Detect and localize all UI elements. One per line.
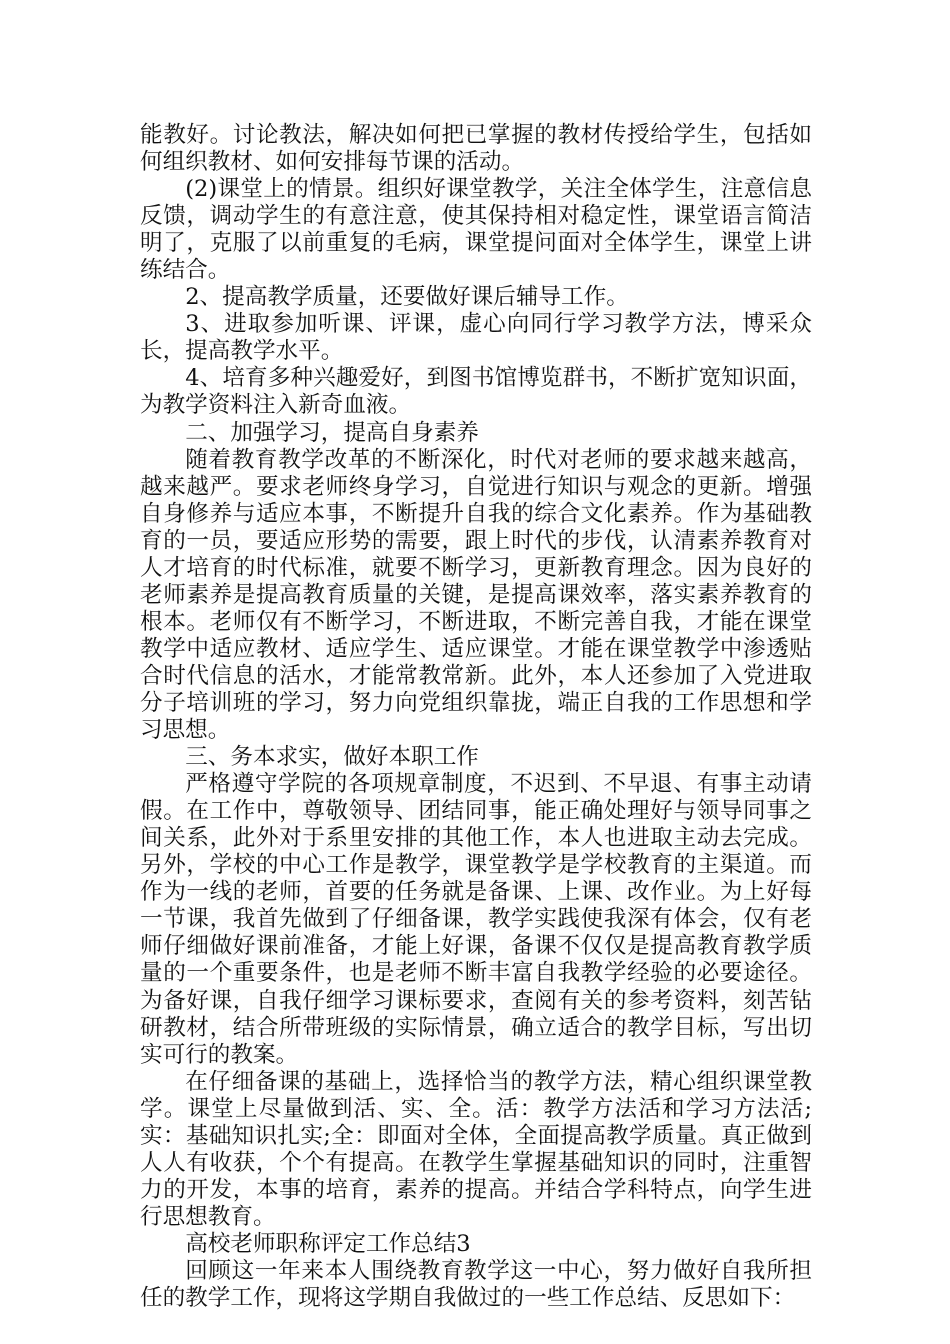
section-heading-2: 二、加强学习，提高自身素养 — [185, 419, 479, 446]
paragraph-12: 回顾这一年来本人围绕教育教学这一中心，努力做好自我所担任的教学工作，现将这学期自我做过的一些工作总结、反思如下： — [140, 1257, 812, 1312]
paragraph-1: 能教好。讨论教法，解决如何把已掌握的教材传授给学生，包括如何组织教材、如何安排每节课的活动。 — [140, 122, 812, 176]
section-heading-3: 三、务本求实，做好本职工作 — [185, 744, 479, 771]
paragraph-5: 4、培育多种兴趣爱好，到图书馆博览群书，不断扩宽知识面，为教学资料注入新奇血液。 — [140, 365, 812, 419]
paragraph-3: 2、提高教学质量，还要做好课后辅导工作。 — [185, 284, 629, 311]
document-body — [140, 122, 812, 1312]
document-title: 高校老师职称评定工作总结3 — [185, 1230, 471, 1257]
paragraph-2: (2)课堂上的情景。组织好课堂教学，关注全体学生，注意信息反馈，调动学生的有意注意，使其保持相对稳定性，课堂语言简洁明了，克服了以前重复的毛病，课堂提问面对全体学生，课堂上讲练结合。 — [140, 176, 812, 284]
paragraph-7: 随着教育教学改革的不断深化，时代对老师的要求越来越高，越来越严。要求老师终身学习，自觉进行知识与观念的更新。增强自身修养与适应本事，不断提升自我的综合文化素养。作为基础教育的一员，要适应形势的需要，跟上时代的步伐，认清素养教育对人才培育的时代标准，就要不断学习，更新教育理念。因为良好的老师素养是提高教育质量的关键，是提高课效率，落实素养教育的根本。老师仅有不断学习，不断进取，不断完善自我，才能在课堂教学中适应教材、适应学生、适应课堂。才能在课堂教学中渗透贴合时代信息的活水，才能常教常新。此外，本人还参加了入党进取分子培训班的学习，努力向党组织靠拢，端正自我的工作思想和学习思想。 — [140, 446, 812, 744]
paragraph-4: 3、进取参加听课、评课，虚心向同行学习教学方法，博采众长，提高教学水平。 — [140, 311, 812, 365]
paragraph-10: 在仔细备课的基础上，选择恰当的教学方法，精心组织课堂教学。课堂上尽量做到活、实、全。活：教学方法活和学习方法活;实：基础知识扎实;全：即面对全体，全面提高教学质量。真正做到人人有收获，个个有提高。在教学生掌握基础知识的同时，注重智力的开发，本事的培育，素养的提高。并结合学科特点，向学生进行思想教育。 — [140, 1068, 812, 1230]
paragraph-9: 严格遵守学院的各项规章制度，不迟到、不早退、有事主动请假。在工作中，尊敬领导、团结同事，能正确处理好与领导同事之间关系，此外对于系里安排的其他工作，本人也进取主动去完成。另外，学校的中心工作是教学，课堂教学是学校教育的主渠道。而作为一线的老师，首要的任务就是备课、上课、改作业。为上好每一节课，我首先做到了仔细备课，教学实践使我深有体会，仅有老师仔细做好课前准备，才能上好课，备课不仅仅是提高教育教学质量的一个重要条件，也是老师不断丰富自我教学经验的必要途径。为备好课，自我仔细学习课标要求，查阅有关的参考资料，刻苦钻研教材，结合所带班级的实际情景，确立适合的教学目标，写出切实可行的教案。 — [140, 771, 812, 1068]
